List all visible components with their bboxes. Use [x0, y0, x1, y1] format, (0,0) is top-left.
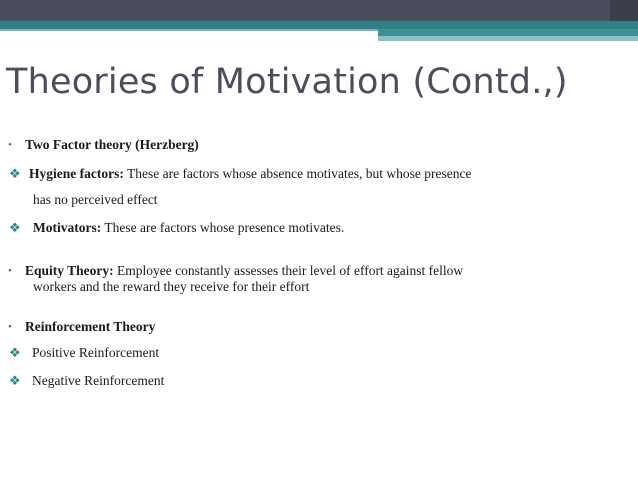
list-item-positive	[9, 344, 159, 361]
item-text: Negative Reinforcement	[32, 373, 165, 388]
diamond-bullet-icon: ❖	[9, 345, 21, 360]
item-text: These are factors whose presence motivates.	[101, 220, 345, 235]
list-item-two-factor	[8, 136, 199, 154]
header-band-edge	[610, 0, 638, 21]
header-band-notch	[0, 29, 378, 31]
header-band-light	[378, 36, 638, 41]
bullet-icon: •	[8, 321, 12, 333]
item-bold: Equity Theory:	[25, 263, 114, 278]
list-item-hygiene-cont	[33, 191, 158, 208]
list-item-reinforcement	[8, 318, 155, 336]
header-decoration	[0, 0, 638, 36]
list-item-equity-cont	[33, 278, 309, 295]
header-band-dark	[0, 0, 638, 21]
header-band-teal	[0, 21, 638, 29]
item-bold: Reinforcement Theory	[25, 319, 156, 334]
item-text: workers and the reward they receive for their effort	[33, 279, 310, 294]
list-item-motivators	[9, 219, 344, 236]
item-bold: Hygiene factors:	[29, 166, 124, 181]
bullet-icon: •	[8, 139, 12, 151]
header-band-teal-step	[378, 29, 638, 36]
diamond-bullet-icon: ❖	[9, 166, 21, 181]
diamond-bullet-icon: ❖	[9, 220, 21, 235]
bullet-icon: •	[8, 265, 12, 277]
item-text: Positive Reinforcement	[32, 345, 160, 360]
item-bold: Motivators:	[33, 220, 102, 235]
diamond-bullet-icon: ❖	[9, 373, 21, 388]
item-text: Employee constantly assesses their level of effort against fellow	[113, 263, 464, 278]
item-text: These are factors whose absence motivates, but whose presence	[123, 166, 472, 181]
list-item-negative	[9, 372, 164, 389]
item-text: has no perceived effect	[33, 192, 158, 207]
list-item-hygiene	[9, 165, 471, 182]
slide-title: Theories of Motivation (Contd.,)	[6, 62, 568, 102]
item-bold: Two Factor theory (Herzberg)	[25, 137, 199, 152]
